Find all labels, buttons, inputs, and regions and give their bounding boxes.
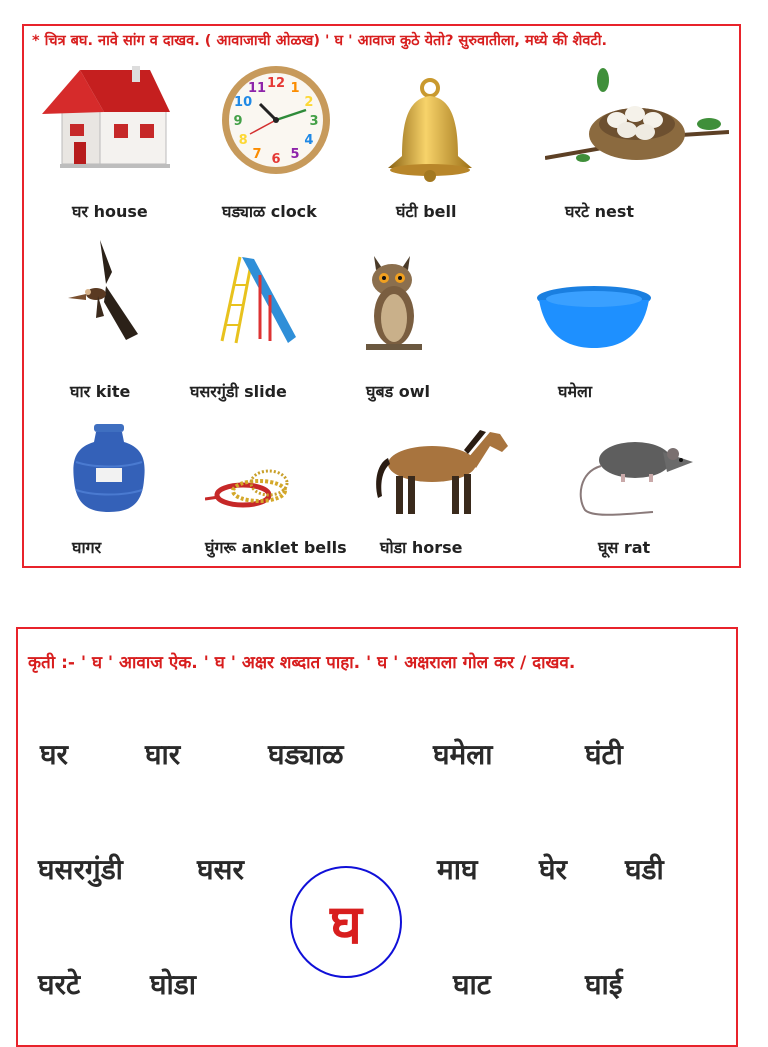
word-gharte[interactable]: घरटे	[38, 968, 81, 1001]
activity-frame	[16, 627, 738, 1047]
center-letter-gha: घ	[330, 893, 362, 956]
caption-rat: घूस rat	[598, 538, 651, 557]
caption-basin: घमेला	[558, 382, 593, 401]
word-ghasar[interactable]: घसर	[197, 853, 244, 886]
caption-house: घर house	[72, 202, 148, 221]
word-ghanti[interactable]: घंटी	[585, 738, 623, 771]
word-ghoda[interactable]: घोडा	[150, 968, 197, 1001]
nest-image	[545, 62, 729, 174]
basin-image	[535, 284, 653, 354]
caption-nest: घरटे nest	[565, 202, 635, 221]
clock-numeral: 10	[234, 95, 253, 110]
clock-numeral: 12	[266, 76, 286, 91]
clock-numeral: 5	[290, 146, 300, 162]
caption-pot: घागर	[72, 538, 102, 557]
kite-bird-image	[66, 236, 142, 350]
owl-image	[362, 250, 426, 352]
caption-slide: घसरगुंडी slide	[190, 382, 287, 401]
word-ghaai[interactable]: घाई	[585, 968, 623, 1001]
activity-instruction: कृती :- ' घ ' आवाज ऐक. ' घ ' अक्षर शब्दात पाहा. ' घ ' अक्षराला गोल कर / दाखव.	[28, 653, 576, 673]
clock-numeral: 6	[271, 152, 281, 167]
word-ghaar[interactable]: घार	[145, 738, 181, 771]
word-ghar[interactable]: घर	[40, 738, 69, 771]
slide-image	[208, 245, 300, 349]
caption-anklet: घुंगरू anklet bells	[205, 538, 347, 557]
word-ghamela[interactable]: घमेला	[433, 738, 493, 771]
clock-numeral: 11	[247, 81, 267, 97]
clock-numeral: 1	[290, 81, 300, 97]
clock-numeral: 8	[238, 133, 248, 148]
caption-owl: घुबड owl	[366, 382, 430, 401]
worksheet-instruction: * चित्र बघ. नावे सांग व दाखव. ( आवाजाची ओळख) ' घ ' आवाज कुठे येतो? सुरुवातीला, मध्ये की शेवटी.	[32, 33, 608, 49]
clock-image	[220, 64, 332, 176]
house-image	[40, 62, 172, 172]
caption-kite: घार kite	[70, 382, 131, 401]
clock-numeral: 3	[309, 114, 319, 129]
clock-numeral: 4	[304, 133, 314, 148]
horse-image	[372, 424, 516, 520]
rat-image	[575, 428, 699, 520]
word-ghadyal[interactable]: घड्याळ	[268, 738, 344, 771]
bell-image	[380, 78, 480, 184]
caption-clock: घड्याळ clock	[222, 202, 317, 221]
caption-horse: घोडा horse	[380, 538, 463, 557]
word-gher[interactable]: घेर	[539, 853, 568, 886]
word-maagh[interactable]: माघ	[437, 853, 478, 886]
word-ghaat[interactable]: घाट	[453, 968, 491, 1001]
caption-bell: घंटी bell	[396, 202, 457, 221]
clock-numeral: 7	[252, 146, 262, 162]
word-ghasargundi[interactable]: घसरगुंडी	[38, 853, 123, 886]
water-pot-image	[70, 422, 148, 514]
word-ghadi[interactable]: घडी	[625, 853, 664, 886]
clock-numeral: 9	[233, 114, 243, 129]
anklet-bells-image	[205, 465, 291, 515]
clock-numeral: 2	[304, 95, 314, 110]
